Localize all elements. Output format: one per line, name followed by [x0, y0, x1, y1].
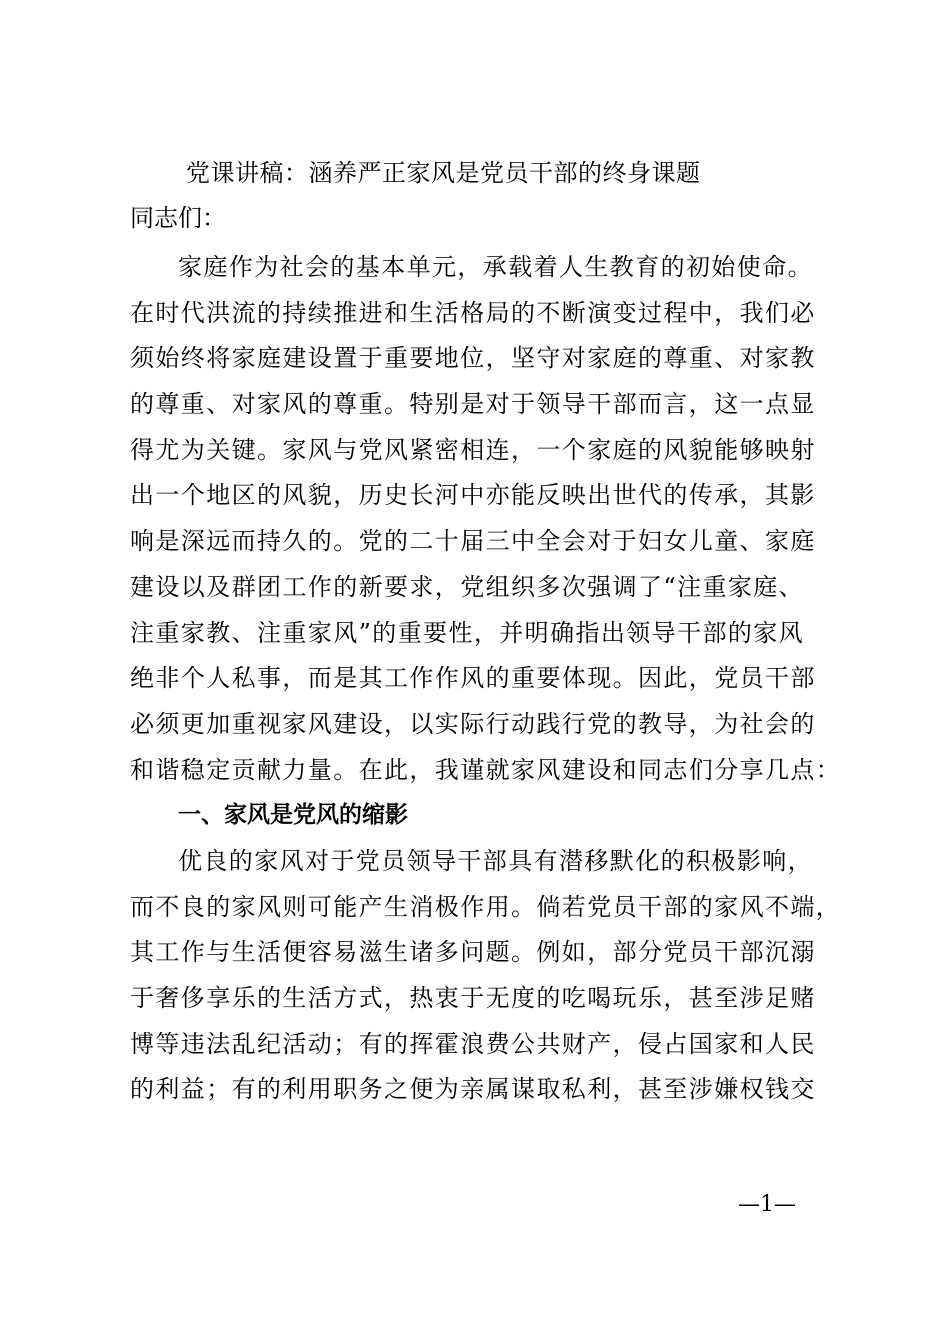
- paragraph-2-line: 而不良的家风则可能产生消极作用。倘若党员干部的家风不端，: [130, 892, 842, 921]
- paragraph-1-line: 在时代洪流的持续推进和生活格局的不断演变过程中，我们必: [130, 298, 816, 327]
- section-heading-1: 一、家风是党风的缩影: [178, 802, 408, 829]
- paragraph-1-line: 家庭作为社会的基本单元，承载着人生教育的初始使命。: [178, 253, 813, 281]
- paragraph-2-line: 其工作与生活便容易滋生诸多问题。例如，部分党员干部沉溺: [130, 938, 816, 967]
- paragraph-1-line: 得尤为关键。家风与党风紧密相连，一个家庭的风貌能够映射: [130, 435, 816, 464]
- salutation: 同志们：: [130, 204, 226, 232]
- paragraph-1-line: 出一个地区的风貌，历史长河中亦能反映出世代的传承，其影: [130, 481, 816, 510]
- paragraph-2-line: 优良的家风对于党员领导干部具有潜移默化的积极影响，: [178, 846, 813, 875]
- paragraph-2-line: 博等违法乱纪活动；有的挥霍浪费公共财产，侵占国家和人民: [130, 1029, 816, 1058]
- document-title: 党课讲稿：涵养严正家风是党员干部的终身课题: [186, 159, 701, 187]
- paragraph-1-line: 注重家教、注重家风”的重要性，并明确指出领导干部的家风: [130, 618, 805, 647]
- paragraph-2-line: 于奢侈享乐的生活方式，热衷于无度的吃喝玩乐，甚至涉足赌: [130, 984, 816, 1012]
- paragraph-1-line: 和谐稳定贡献力量。在此，我谨就家风建设和同志们分享几点：: [130, 755, 842, 784]
- body-text: [130, 245, 842, 1113]
- paragraph-1-line: 响是深远而持久的。党的二十届三中全会对于妇女儿童、家庭: [130, 527, 816, 556]
- paragraph-2-line: 的利益；有的利用职务之便为亲属谋取私利，甚至涉嫌权钱交: [130, 1075, 816, 1104]
- paragraph-1-line: 绝非个人私事，而是其工作作风的重要体现。因此，党员干部: [130, 664, 816, 693]
- paragraph-1-line: 的尊重、对家风的尊重。特别是对于领导干部而言，这一点显: [130, 390, 816, 419]
- paragraph-1-line: 须始终将家庭建设置于重要地位，坚守对家庭的尊重、对家教: [130, 344, 816, 373]
- paragraph-1-line: 建设以及群团工作的新要求，党组织多次强调了“注重家庭、: [130, 572, 805, 601]
- paragraph-1-line: 必须更加重视家风建设，以实际行动践行党的教导，为社会的: [130, 709, 816, 738]
- page-number: —1—: [738, 1192, 796, 1217]
